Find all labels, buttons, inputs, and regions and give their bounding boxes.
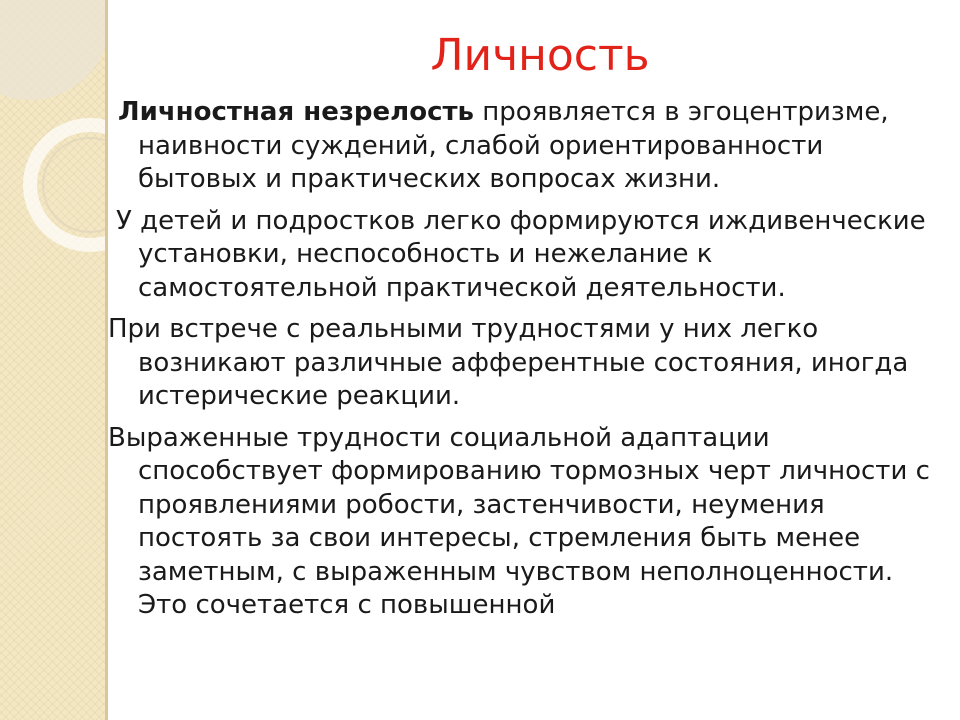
decorative-side-band — [0, 0, 105, 720]
slide-body — [108, 96, 944, 631]
paragraph-1-lead: Личностная незрелость — [118, 97, 475, 127]
ring-ornament-icon — [0, 0, 105, 720]
slide-title: Личность — [430, 30, 650, 81]
paragraph-1 — [108, 96, 944, 197]
paragraph-4: Выраженные трудности социальной адаптации способствует формированию тормозных черт личности с проявлениями робости, застенчивости, неумения постоять за свои интересы, стремления быть менее заметным, с выраженным чувством неполноценности. Это сочетается с повышенной — [108, 422, 930, 620]
paragraph-2: У детей и подростков легко формируются иждивенческие установки, неспособность и нежелание к самостоятельной практической деятельности. — [116, 205, 926, 303]
paragraph-3: При встрече с реальными трудностями у них легко возникают различные афферентные состояния, иногда истерические реакции. — [108, 314, 909, 411]
paragraph-1-text: проявляется в эгоцентризме, наивности суждений, слабой ориентированности бытовых и практических вопросах жизни. — [138, 97, 889, 194]
